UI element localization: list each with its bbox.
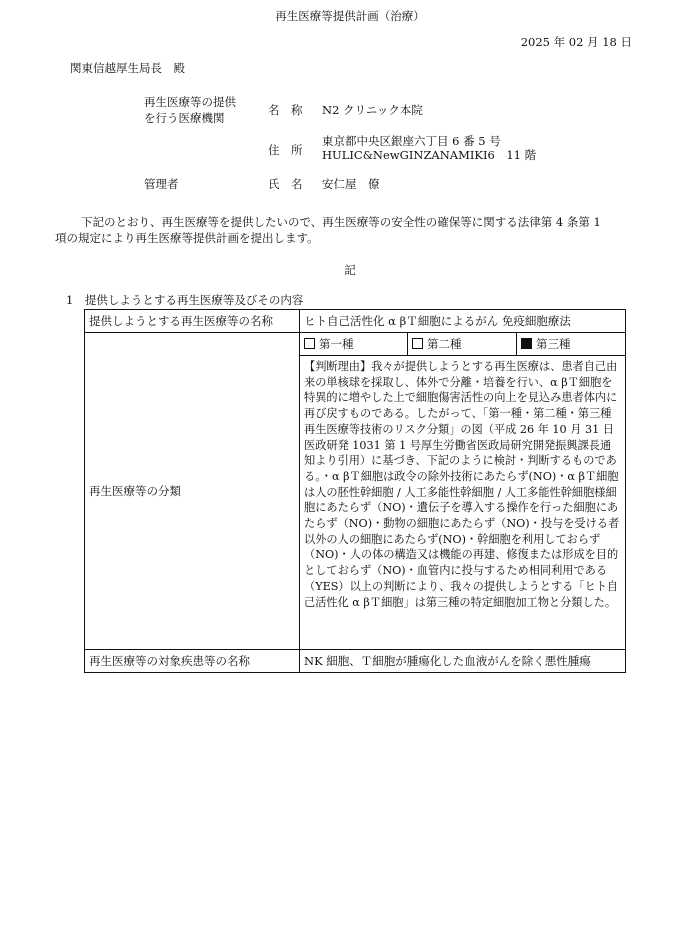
target-disease-value: NK 細胞、Ｔ細胞が腫瘍化した血液がんを除く悪性腫瘍 — [300, 650, 626, 673]
target-disease-label: 再生医療等の対象疾患等の名称 — [85, 650, 300, 673]
therapy-table — [84, 309, 626, 673]
classification-label: 再生医療等の分類 — [85, 333, 300, 650]
class-option-3: 第三種 — [517, 333, 626, 356]
therapy-name-value: ヒト自己活性化 α βＴ細胞によるがん 免疫細胞療法 — [300, 310, 626, 333]
checkbox-unchecked-icon — [304, 338, 315, 349]
provider-label-line1: 再生医療等の提供 — [144, 95, 236, 109]
checkbox-checked-icon — [521, 338, 532, 349]
clinic-address — [322, 134, 536, 162]
intro-paragraph — [55, 214, 601, 246]
table-row — [85, 310, 626, 333]
section1-heading: 1 提供しようとする再生医療等及びその内容 — [66, 293, 304, 307]
class-option-2: 第二種 — [408, 333, 517, 356]
addressee: 関東信越厚生局長 殿 — [70, 61, 185, 75]
ki-marker: 記 — [344, 263, 356, 277]
classification-reason: 【判断理由】我々が提供しようとする再生医療は、患者自己由来の単核球を採取し、体外で分離・培養を行い、α βＴ細胞を特異的に増やした上で細胞傷害活性の向上を見込み患者体内に再び戻すものである。したがって、｢第一種・第二種・第三種再生医療等技術のリスク分類」の図（平成 26 年 10 月 31 日医政研発 1031 第 1 号厚生労働省医政局研究開発振興課長通知より引用）に基づき、下記のように検討・判断するものである。・α βＴ細胞は政令の除外技術にあたらず(NO)・α βＴ細胞は人の胚性幹細胞 / 人工多能性幹細胞 / 人工多能性幹細胞様細胞にあたらず（NO)・遺伝子を導入する操作を行った細胞にあたらず（NO)・動物の細胞にあたらず（NO)・投与を受ける者以外の人の細胞にあたらず(NO)・幹細胞を利用しておらず（NO)・人の体の構造又は機能の再建、修復または形成を目的としておらず（NO)・血管内に投与するため相同利用である（YES）以上の判断により、我々の提供しようとする「ヒト自己活性化 α βＴ細胞」は第三種の特定細胞加工物と分類した。 — [300, 356, 626, 650]
manager-name: 安仁屋 僚 — [322, 177, 380, 191]
address-line1: 東京都中央区銀座六丁目 6 番 5 号 — [322, 134, 501, 148]
manager-label: 管理者 — [144, 177, 179, 191]
clinic-name: N2 クリニック本院 — [322, 103, 423, 117]
checkbox-unchecked-icon — [412, 338, 423, 349]
address-line2: HULIC&NewGINZANAMIKI6 11 階 — [322, 148, 537, 162]
intro-line1: 下記のとおり、再生医療等を提供したいので、再生医療等の安全性の確保等に関する法律第 4 条第 1 — [81, 215, 601, 229]
provider-label-line2: を行う医療機関 — [144, 111, 225, 125]
name-label: 名 称 — [268, 103, 303, 117]
class-option-1: 第一種 — [300, 333, 408, 356]
table-row — [85, 333, 626, 356]
submission-date: 2025 年 02 月 18 日 — [520, 35, 632, 49]
manager-name-label: 氏 名 — [268, 177, 303, 191]
intro-line2: 項の規定により再生医療等提供計画を提出します。 — [55, 231, 319, 245]
address-label: 住 所 — [268, 143, 303, 157]
document-title: 再生医療等提供計画（治療） — [275, 9, 425, 23]
therapy-name-label: 提供しようとする再生医療等の名称 — [85, 310, 300, 333]
provider-section-label — [144, 94, 236, 126]
table-row — [85, 650, 626, 673]
